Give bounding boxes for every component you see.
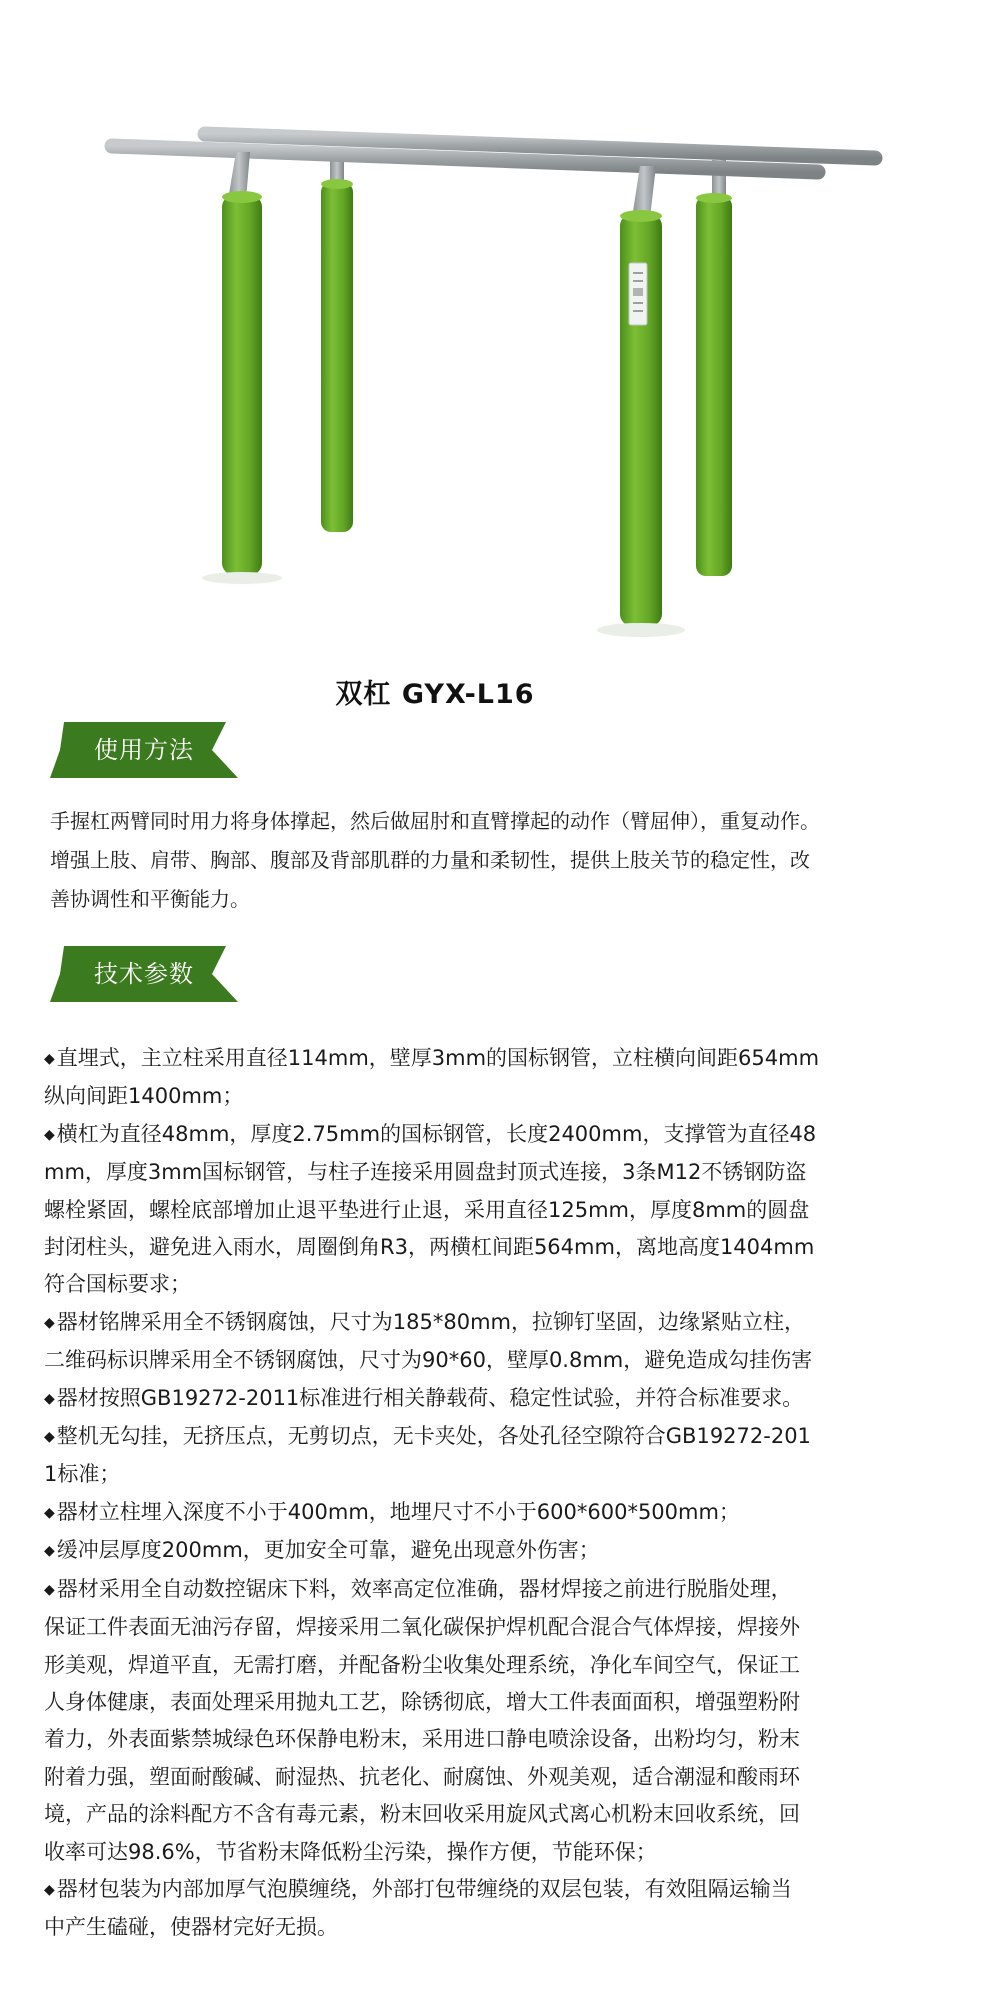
usage-line: 善协调性和平衡能力。 [50,887,250,911]
spec-list [44,1040,974,1947]
bullet-icon: ◆ [44,1504,55,1521]
bullet-icon: ◆ [44,1429,55,1446]
spec-line: 着力，外表面紫禁城绿色环保静电粉末，采用进口静电喷涂设备，出粉均匀，粉末 [44,1727,800,1752]
spec-text: 器材采用全自动数控锯床下料，效率高定位准确，器材焊接之前进行脱脂处理， [56,1576,792,1601]
spec-item [44,1571,974,1871]
spec-line: 1标准； [44,1462,121,1487]
spec-line: 人身体健康，表面处理采用抛丸工艺，除锈彻底，增大工件表面面积，增强塑粉附 [44,1689,800,1714]
spec-line [44,1116,974,1154]
usage-line: 增强上肢、肩带、胸部、腹部及背部肌群的力量和柔韧性，提供上肢关节的稳定性，改 [50,848,810,872]
spec-item [44,1304,974,1380]
spec-text: 横杠为直径48mm，厚度2.75mm的国标钢管，长度2400mm，支撑管为直径48 [56,1121,817,1146]
spec-text: 器材包装为内部加厚气泡膜缠绕，外部打包带缠绕的双层包装，有效阻隔运输当 [56,1876,792,1901]
parallel-bars-illustration [0,0,990,680]
spec-line: 螺栓紧固，螺栓底部增加止退平垫进行止退，采用直径125mm，厚度8mm的圆盘 [44,1197,810,1222]
usage-heading: 使用方法 [94,736,194,764]
spec-line: 二维码标识牌采用全不锈钢腐蚀，尺寸为90*60，壁厚0.8mm，避免造成勾挂伤害 [44,1348,813,1373]
bullet-icon: ◆ [44,1314,55,1331]
spec-text: 器材铭牌采用全不锈钢腐蚀，尺寸为185*80mm，拉铆钉坚固，边缘紧贴立柱， [56,1309,805,1334]
spec-line [44,1418,974,1456]
specs-section-banner [50,946,238,1002]
spec-line: 境，产品的涂料配方不含有毒元素，粉末回收采用旋风式离心机粉末回收系统，回 [44,1802,800,1827]
specs-heading: 技术参数 [94,960,194,988]
front-right-post [620,210,662,626]
spec-text: 整机无勾挂，无挤压点，无剪切点，无卡夹处，各处孔径空隙符合GB19272-201 [56,1424,811,1449]
spec-line: 附着力强，塑面耐酸碱、耐湿热、抗老化、耐腐蚀、外观美观，适合潮湿和酸雨环 [44,1764,800,1789]
usage-section-banner [50,722,238,778]
spec-line [44,1571,974,1609]
spec-item [44,1532,974,1570]
spec-line: 封闭柱头，避免进入雨水，周圈倒角R3，两横杠间距564mm，离地高度1404mm [44,1235,815,1260]
bullet-icon: ◆ [44,1581,55,1598]
spec-item [44,1494,974,1532]
front-left-post [222,191,262,575]
spec-line: 中产生磕碰，使器材完好无损。 [44,1915,338,1940]
spec-line: 形美观，焊道平直，无需打磨，并配备粉尘收集处理系统，净化车间空气，保证工 [44,1652,800,1677]
spec-item [44,1040,974,1116]
spec-line [44,1532,974,1570]
spec-line [44,1494,974,1532]
bullet-icon: ◆ [44,1881,55,1898]
spec-line: 符合国标要求； [44,1272,191,1297]
spec-line [44,1304,974,1342]
spec-line: 纵向间距1400mm； [44,1084,244,1109]
spec-line: mm，厚度3mm国标钢管，与柱子连接采用圆盘封顶式连接，3条M12不锈钢防盗 [44,1160,807,1185]
spec-line [44,1040,974,1078]
spec-text: 器材按照GB19272-2011标准进行相关静载荷、稳定性试验，并符合标准要求。 [56,1385,804,1410]
spec-item [44,1116,974,1304]
spec-text: 器材立柱埋入深度不小于400mm，地埋尺寸不小于600*600*500mm； [56,1499,740,1524]
spec-item [44,1380,974,1418]
bullet-icon: ◆ [44,1126,55,1143]
spec-text: 缓冲层厚度200mm，更加安全可靠，避免出现意外伤害； [56,1538,600,1563]
bullet-icon: ◆ [44,1051,55,1067]
spec-item [44,1418,974,1494]
bullet-icon: ◆ [44,1543,55,1560]
spec-line [44,1871,974,1909]
spec-text: 直埋式，主立柱采用直径114mm，壁厚3mm的国标钢管，立柱横向间距654mm [56,1046,820,1070]
usage-line: 手握杠两臂同时用力将身体撑起，然后做屈肘和直臂撑起的动作（臂屈伸），重复动作。 [50,809,820,833]
rear-left-post [321,179,353,532]
spec-line [44,1380,974,1418]
spec-line: 收率可达98.6%，节省粉末降低粉尘污染，操作方便，节能环保； [44,1839,657,1864]
spec-item [44,1871,974,1947]
spec-line: 保证工件表面无油污存留，焊接采用二氧化碳保护焊机配合混合气体焊接，焊接外 [44,1615,800,1640]
rear-right-post [696,193,732,576]
usage-description [50,802,940,919]
bullet-icon: ◆ [44,1390,55,1407]
product-title: 双杠 GYX-L16 [335,679,535,710]
